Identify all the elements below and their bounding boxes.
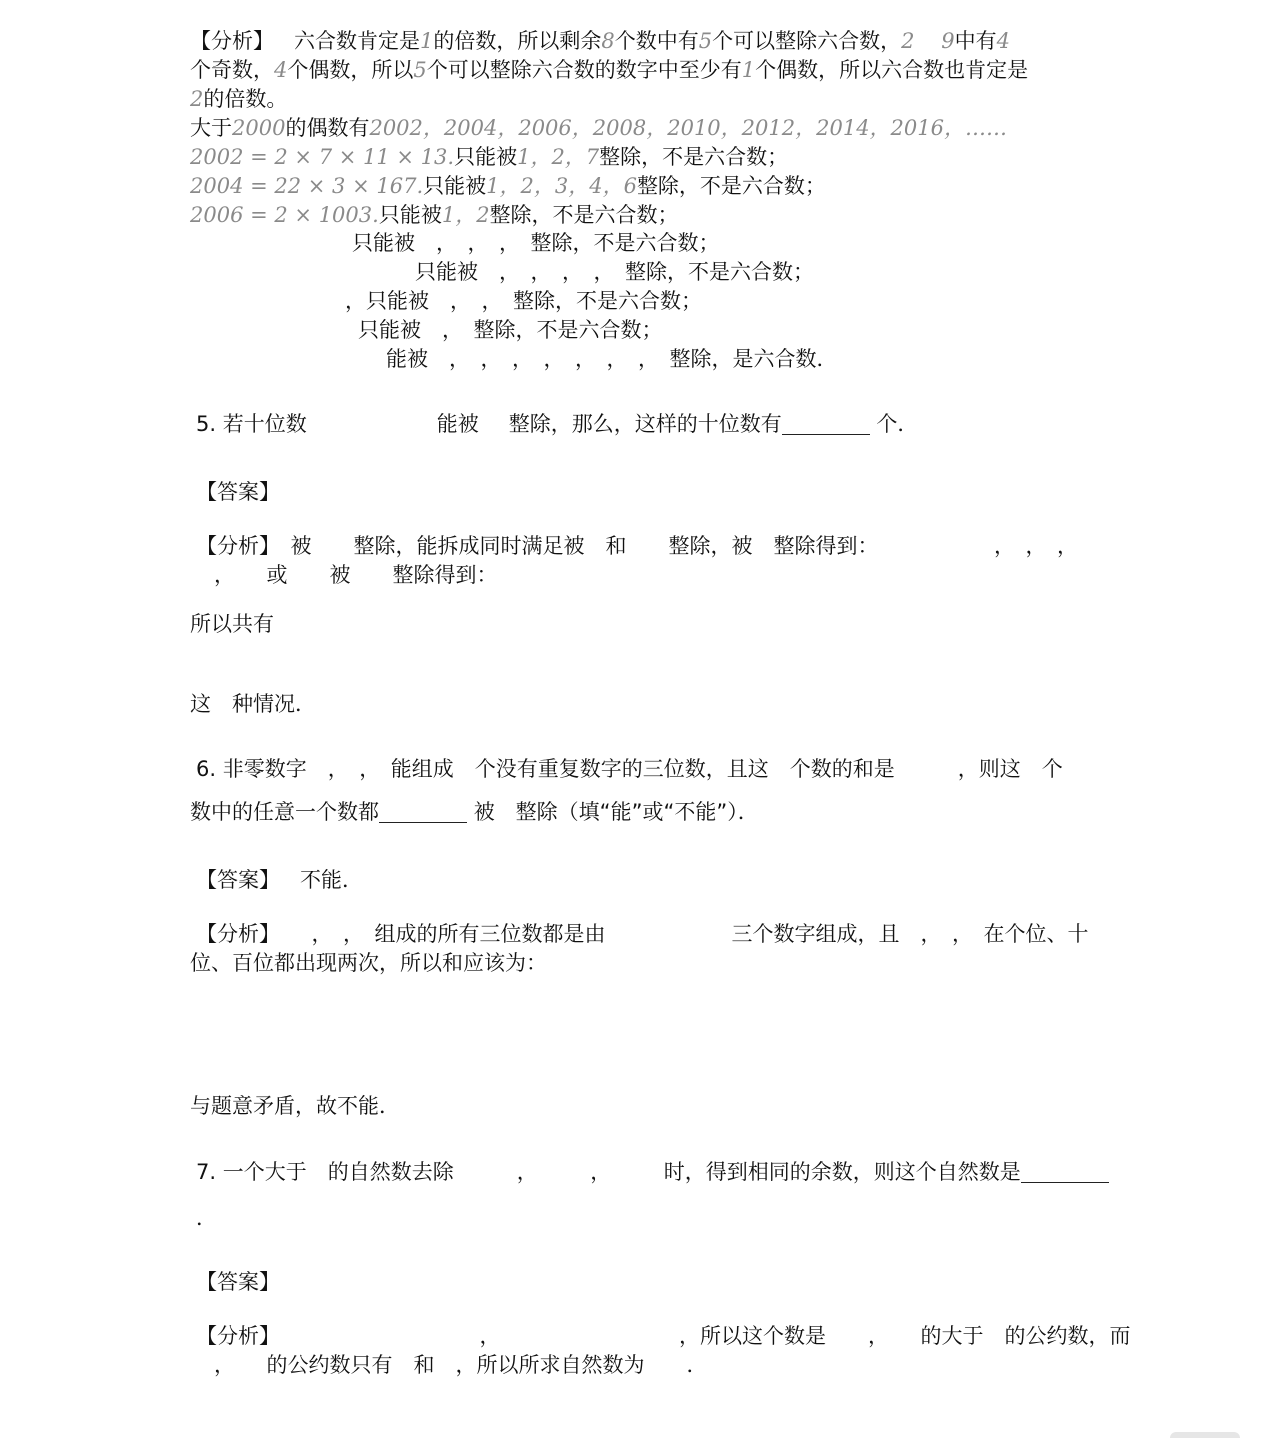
q5-analysis-line-1: 【分析】 被 整除，能拆成同时满足被 和 整除，被 整除得到： ， ， ， (196, 534, 1078, 558)
q5-answer-blank[interactable] (782, 412, 870, 435)
q6-stem-line-1: 6. 非零数字 ， ， 能组成 个没有重复数字的三位数，且这 个数的和是 ，则这 个 (196, 757, 1063, 781)
q6-stem-line-2: 数中的任意一个数都 被 整除（填“能”或“不能”）． (190, 800, 759, 824)
q7-stem-line-1: 7. 一个大于 的自然数去除 ， ， 时，得到相同的余数，则这个自然数是 (196, 1158, 1109, 1186)
q5-stem: 5. 若十位数 能被 整除，那么，这样的十位数有 个． (196, 412, 919, 436)
a4-line-9: 只能被 ， ， ， ， 整除，不是六合数； (415, 260, 814, 284)
a4-line-8: 只能被 ， ， ， 整除，不是六合数； (352, 231, 720, 255)
q7-analysis-line-1: 【分析】 ， ，所以这个数是 ， 的大于 的公约数，而 (196, 1324, 1131, 1348)
a4-line-12: 能被 ， ， ， ， ， ， ， 整除，是六合数． (386, 347, 838, 371)
a4-line-4: 大于2000的偶数有2002，2004，2006，2008，2010，2012，2014，2016，…… (190, 116, 1007, 140)
q7-analysis-line-2: ， 的公约数只有 和 ，所以所求自然数为 ． (214, 1353, 708, 1377)
q6-analysis-line-3: 与题意矛盾，故不能． (190, 1094, 400, 1118)
a4-line-5: 2002 = 2 × 7 × 11 × 13.只能被1，2，7整除，不是六合数； (190, 145, 789, 169)
a4-line-6: 2004 = 22 × 3 × 167.只能被1，2，3，4，6整除，不是六合数； (190, 174, 826, 198)
q5-analysis-line-4: 这 种情况． (190, 692, 316, 716)
q6-answer: 【答案】 不能． (196, 868, 364, 892)
q6-analysis-line-1: 【分析】 ， ， 组成的所有三位数都是由 三个数字组成，且 ， ， 在个位、十 (196, 922, 1089, 946)
q5-answer-tag: 【答案】 (196, 480, 280, 504)
q7-answer-tag: 【答案】 (196, 1270, 280, 1294)
analysis-tag: 【分析】 (190, 29, 274, 53)
q7-answer-blank[interactable] (1021, 1160, 1109, 1183)
q7-stem-line-2: ． (196, 1206, 217, 1230)
scroll-thumb[interactable] (1170, 1432, 1240, 1438)
q5-analysis-line-2: ， 或 被 整除得到： (214, 563, 498, 587)
a4-line-10: ，只能被 ， ， 整除，不是六合数； (345, 289, 702, 313)
q6-answer-blank[interactable] (379, 800, 467, 823)
a4-line-2: 个奇数，4个偶数，所以5个可以整除六合数的数字中至少有1个偶数，所以六合数也肯定是 (190, 58, 1029, 82)
a4-line-1: 【分析】 六合数肯定是1的倍数，所以剩余8个数中有5个可以整除六合数，2 9中有4 (190, 29, 1010, 53)
a4-line-3: 2的倍数。 (190, 87, 288, 111)
q6-analysis-line-2: 位、百位都出现两次，所以和应该为： (190, 951, 547, 975)
a4-line-7: 2006 = 2 × 1003.只能被1，2整除，不是六合数； (190, 203, 679, 227)
a4-line-11: 只能被 ， 整除，不是六合数； (358, 318, 663, 342)
q5-analysis-line-3: 所以共有 (190, 612, 274, 636)
